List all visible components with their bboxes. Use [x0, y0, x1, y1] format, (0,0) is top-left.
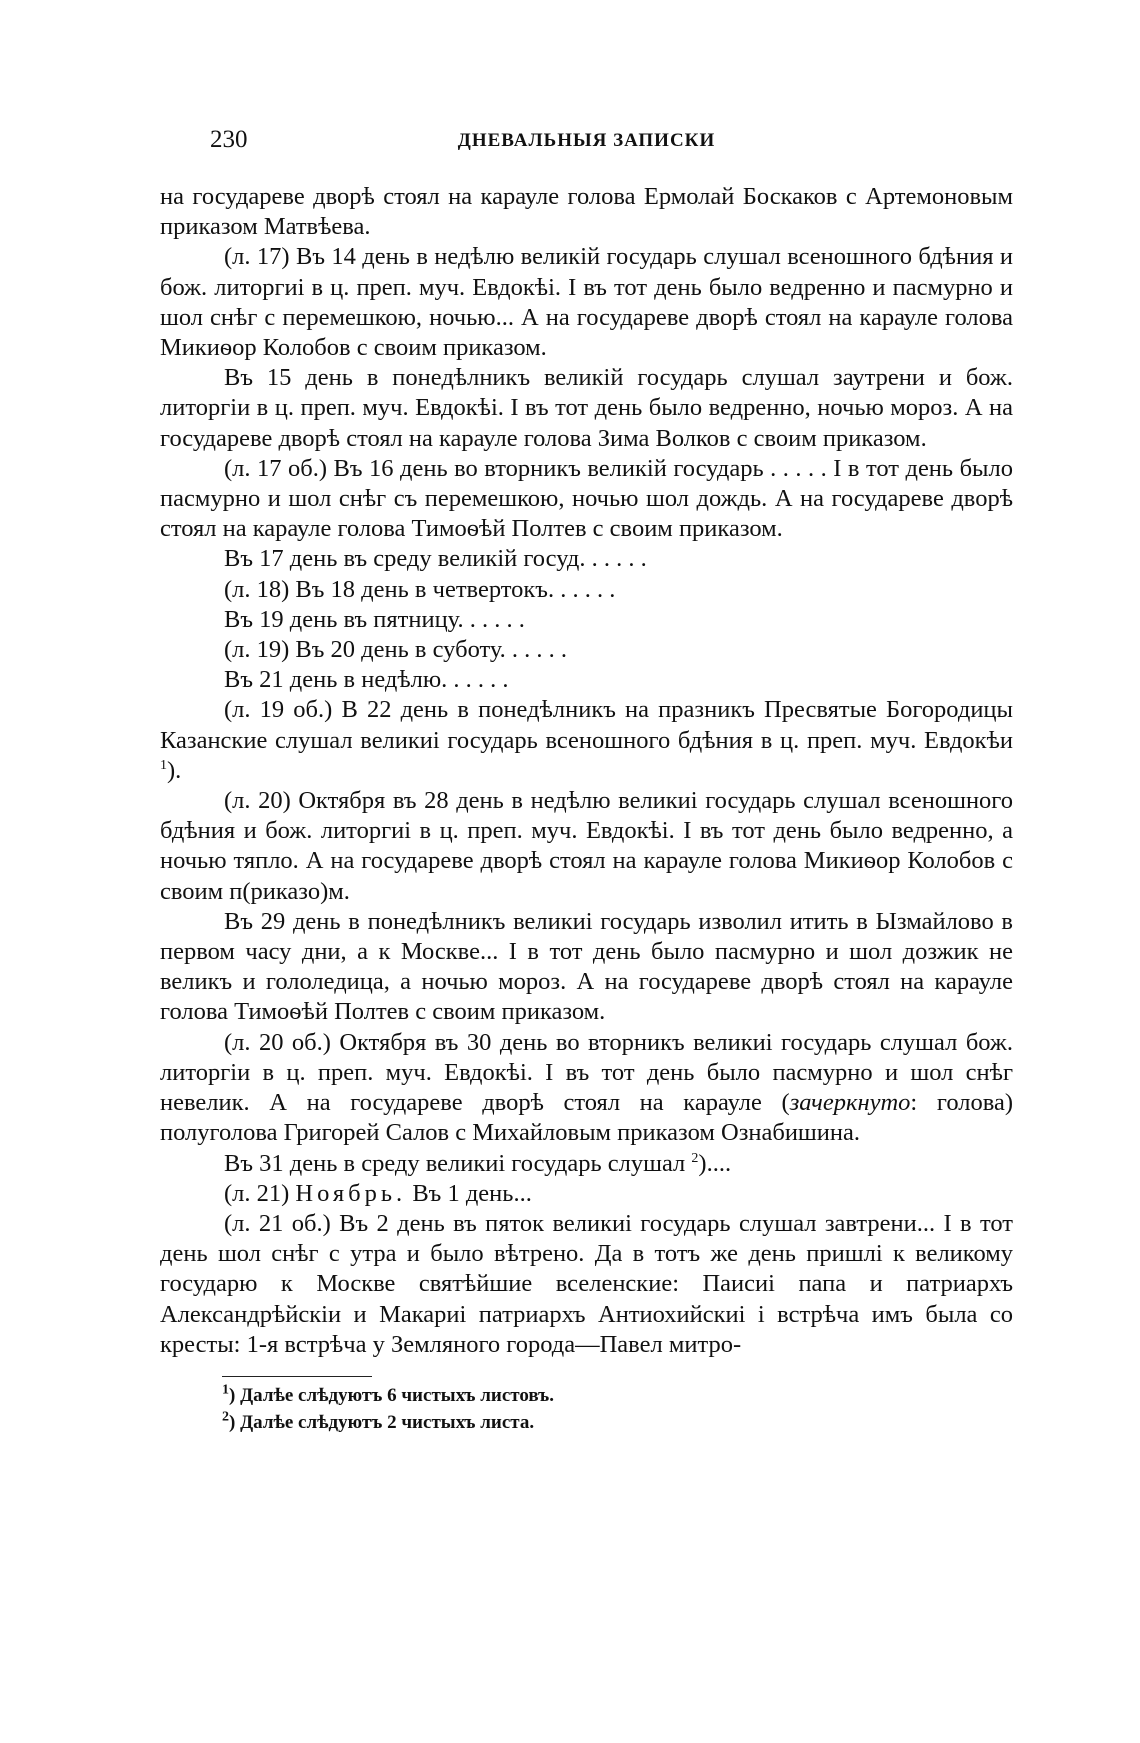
paragraph: на государеве дворѣ стоял на карауле голова Ермолай Боскаков с Артемоновым приказом Матвѣева. — [160, 183, 1013, 241]
paragraph: Въ 21 день в недѣлю. . . . . . — [224, 666, 509, 694]
paragraph-text: (л. 21) — [224, 1179, 290, 1207]
paragraph: (л. 21 об.) Въ 2 день въ пяток великиi государь слушал завтрени... I в тот день шол снѣг с утра и было вѣтрено. Да в тотъ же день пришлi к великому государю к Москве святѣйшие вселенские: Паисиi папа и патриархъ Александрѣйскiи и Макариi патриархъ Антиохийскиi i встрѣча имъ была со кресты: 1-я встрѣча у Земляного города—Павел митро- — [160, 1209, 1013, 1358]
paragraph-text: (л. 20 об.) Октября въ 30 день во вторникъ великиi государь слушал бож. литоргiи в ц. преп. муч. Евдокѣi. I въ тот день было пасмурно и шол снѣг невелик. А на государеве дворѣ стоял на карауле — [160, 1028, 1013, 1117]
footnote: $^1$) Далѣе слѣдуютъ 6 чистыхъ листовъ. — [222, 1382, 554, 1406]
paragraph-text: : — [910, 1089, 918, 1117]
paragraph: (л. 19) Въ 20 день в суботу. . . . . . — [224, 636, 568, 664]
paragraph-text: Въ 31 день в среду великиi государь слушал — [224, 1149, 686, 1177]
editorial-note: зачеркнуто — [789, 1089, 911, 1117]
paragraph-text: ).... — [698, 1149, 732, 1177]
footnote-text: Далѣе слѣдуютъ 6 чистыхъ листовъ. — [240, 1385, 554, 1406]
footnote-rule — [222, 1376, 372, 1377]
paragraph: Въ 17 день въ среду великiй госуд. . . . . . — [224, 545, 647, 573]
paragraph: Въ 19 день въ пятницу. . . . . . — [224, 605, 525, 633]
paragraph — [160, 695, 1013, 786]
paragraph-text: голова) полуголова Григорей Салов с Михайловым приказом Ознабишина. — [160, 1089, 1013, 1147]
paragraph: (л. 17) Въ 14 день в недѣлю великiй государь слушал всеношного бдѣния и бож. литоргиi в ц. преп. муч. Евдокѣi. I въ тот день было ведренно и пасмурно и шол снѣг с перемешкою, ночью... А на государеве дворѣ стоял на карауле голова Микиѳор Колобов с своим приказом. — [160, 243, 1013, 362]
footnote-ref: 1 — [160, 757, 167, 773]
footnote-mark: 1 — [222, 1382, 229, 1398]
footnote-text: Далѣе слѣдуютъ 2 чистыхъ листа. — [240, 1412, 535, 1433]
paragraph-text: ). — [167, 756, 182, 784]
paragraph: (л. 18) Въ 18 день в четвертокъ. . . . . . — [224, 575, 616, 603]
paragraph — [160, 1149, 1013, 1179]
paragraph-text: (л. 19 об.) В 22 день в понедѣлникъ на празникъ Пресвятые Богородицы Казанские слушал великиi государь всеношного бдѣния в ц. преп. муч. Евдокѣи — [160, 696, 1013, 754]
footnotes — [222, 1382, 1013, 1436]
paragraph: Въ 29 день в понедѣлникъ великиi государь изволил итить в Ызмайлово в первом часу дни, а к Москве... I в тот день было пасмурно и шол дозжик не великъ и гололедица, а ночью мороз. А на государеве дворѣ стоял на карауле голова Тимоѳѣй Полтев с своим приказом. — [160, 907, 1013, 1026]
paragraph-text: ( — [781, 1089, 790, 1117]
paragraph: (л. 17 об.) Въ 16 день во вторникъ великiй государь . . . . . I в тот день было пасмурно и шол снѣг съ перемешкою, ночью шол дождь. А на государеве дворѣ стоял на карауле голова Тимоѳѣй Полтев с своим приказом. — [160, 454, 1013, 543]
text-body — [160, 182, 1013, 1360]
paragraph — [160, 1179, 1013, 1209]
page-header — [160, 126, 1013, 156]
paragraph: Въ 15 день в понедѣлникъ великiй государь слушал заутрени и бож. литоргiи в ц. преп. муч. Евдокѣi. I въ тот день было ведренно, ночью мороз. А на государеве дворѣ стоял на карауле голова Зима Волков с своим приказом. — [160, 364, 1013, 452]
paragraph-text: Въ 1 день... — [412, 1179, 532, 1207]
footnote: $^2$) Далѣе слѣдуютъ 2 чистыхъ листа. — [222, 1409, 535, 1433]
page-number: 230 — [210, 126, 248, 153]
footnote-ref: 2 — [691, 1150, 699, 1166]
paragraph — [160, 1028, 1013, 1149]
footnote-mark: 2 — [222, 1409, 229, 1425]
running-head: ДНЕВАЛЬНЫЯ ЗАПИСКИ — [457, 130, 716, 151]
month-heading: Ноябрь. — [295, 1179, 407, 1207]
paragraph: (л. 20) Октября въ 28 день в недѣлю великиi государь слушал всеношного бдѣния и бож. литоргиi в ц. преп. муч. Евдокѣi. I въ тот день было ведренно, а ночью тяпло. А на государеве дворѣ стоял на карауле голова Микиѳор Колобов с своим п(риказо)м. — [160, 787, 1013, 905]
